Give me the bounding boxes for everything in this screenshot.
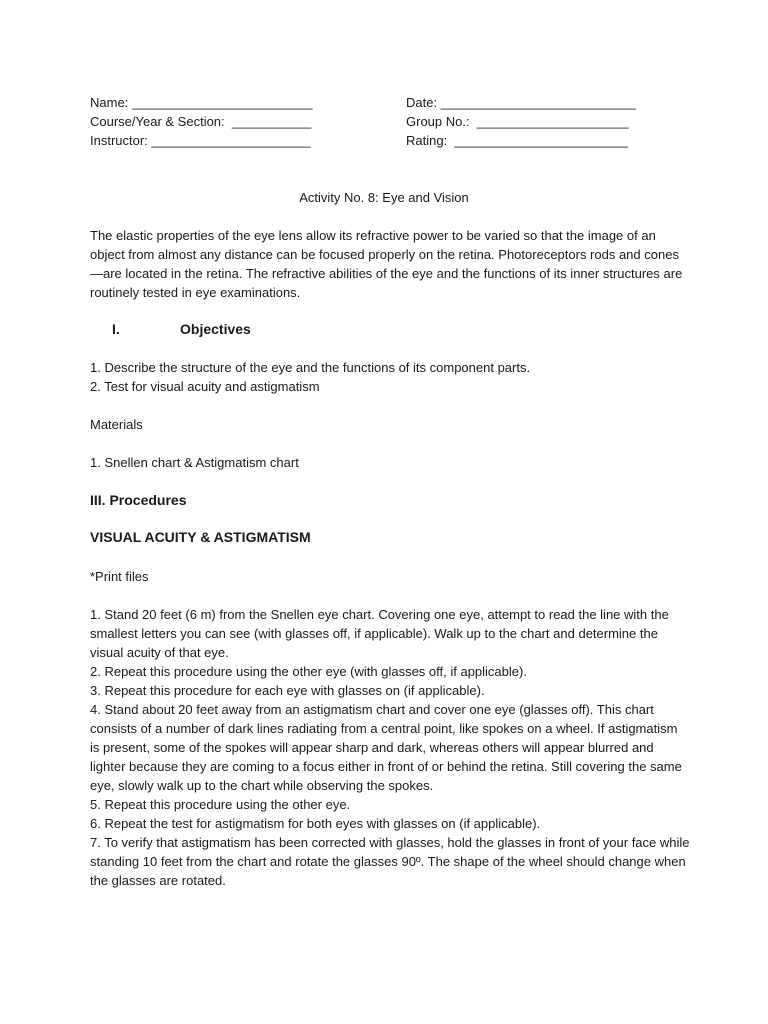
objective-item: 2. Test for visual acuity and astigmatism: [90, 379, 320, 394]
materials-list: [90, 453, 690, 472]
procedure-step: 4. Stand about 20 feet away from an astigmatism chart and cover one eye (glasses off). This chart consists of a number of dark lines radiating from a central point, like spokes on a wheel. If astigmatism is present, some of the spokes will appear sharp and dark, whereas others will appear blurred and lighter because they are coming to a focus either in front of or behind the retina. Still covering the same eye, slowly walk up to the chart while observing the spokes.: [90, 702, 682, 793]
rating-field: Rating: ________________________: [406, 133, 628, 148]
procedure-step: 5. Repeat this procedure using the other eye.: [90, 797, 351, 812]
procedures-heading: III. Procedures: [90, 492, 187, 508]
activity-title: Activity No. 8: Eye and Vision: [299, 190, 469, 205]
course-section-field: Course/Year & Section: ___________: [90, 114, 312, 129]
materials-label: Materials: [90, 417, 143, 432]
group-number-field: Group No.: _____________________: [406, 114, 629, 129]
visual-acuity-heading: VISUAL ACUITY & ASTIGMATISM: [90, 529, 311, 545]
procedure-step: 1. Stand 20 feet (6 m) from the Snellen eye chart. Covering one eye, attempt to read the line with the smallest letters you can see (with glasses off, if applicable). Walk up to the chart and determine the visual acuity of that eye.: [90, 607, 669, 660]
objectives-heading-text: Objectives: [180, 321, 251, 337]
procedure-step: 3. Repeat this procedure for each eye with glasses on (if applicable).: [90, 683, 485, 698]
instructor-field: Instructor: ______________________: [90, 133, 311, 148]
procedure-step: 6. Repeat the test for astigmatism for both eyes with glasses on (if applicable).: [90, 816, 541, 831]
header-right-fields: [406, 93, 636, 150]
procedure-steps: [90, 605, 690, 890]
print-files-note: *Print files: [90, 569, 149, 584]
name-field: Name: _________________________: [90, 95, 313, 110]
objectives-number: I.: [112, 321, 120, 337]
objectives-list: [90, 358, 690, 396]
objectives-heading: [90, 320, 251, 339]
procedure-step: 2. Repeat this procedure using the other eye (with glasses off, if applicable).: [90, 664, 527, 679]
objective-item: 1. Describe the structure of the eye and the functions of its component parts.: [90, 360, 531, 375]
procedure-step: 7. To verify that astigmatism has been corrected with glasses, hold the glasses in front of your face while standing 10 feet from the chart and rotate the glasses 90º. The shape of the wheel should change when the glasses are rotated.: [90, 835, 690, 888]
intro-paragraph: The elastic properties of the eye lens allow its refractive power to be varied so that the image of an object from almost any distance can be focused properly on the retina. Photoreceptors rods and cones—are located in the retina. The refractive abilities of the eye and the functions of its inner structures are routinely tested in eye examinations.: [90, 228, 683, 300]
date-field: Date: ___________________________: [406, 95, 636, 110]
material-item: 1. Snellen chart & Astigmatism chart: [90, 455, 299, 470]
header-left-fields: [90, 93, 313, 150]
